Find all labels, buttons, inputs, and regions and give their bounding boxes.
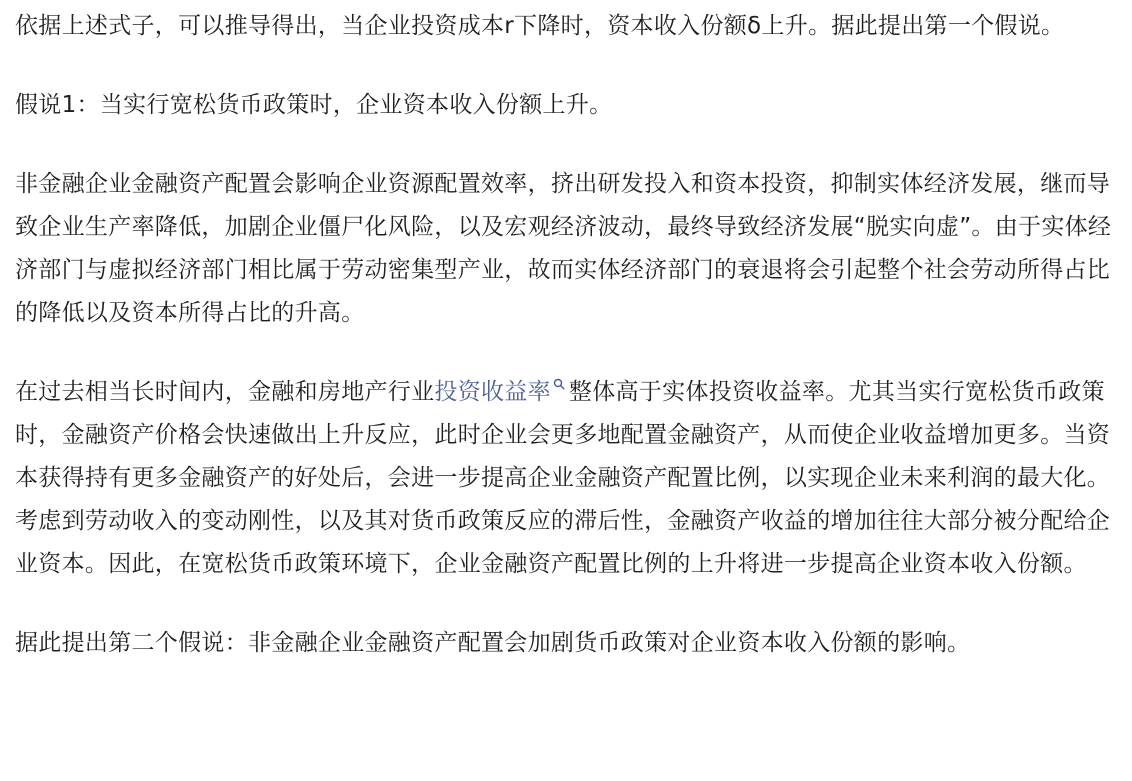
paragraph-hypothesis-2: 据此提出第二个假说：非金融企业金融资产配置会加剧货币政策对企业资本收入份额的影响。	[15, 630, 971, 656]
keyword-link[interactable]: 投资收益率	[434, 379, 551, 405]
paragraph-hypothesis-1: 假说1：当实行宽松货币政策时，企业资本收入份额上升。	[15, 92, 613, 118]
search-icon[interactable]	[553, 378, 565, 390]
paragraph-4-text-before: 在过去相当长时间内，金融和房地产行业	[15, 379, 435, 405]
paragraph-4	[15, 371, 1118, 586]
paragraph-1: 依据上述式子，可以推导得出，当企业投资成本r下降时，资本收入份额δ上升。据此提出第一个假说。	[15, 13, 1065, 39]
paragraph-4-text-after: 整体高于实体投资收益率。尤其当实行宽松货币政策时，金融资产价格会快速做出上升反应，此时企业会更多地配置金融资产，从而使企业收益增加更多。当资本获得持有更多金融资产的好处后，会进一步提高企业金融资产配置比例，以实现企业未来利润的最大化。考虑到劳动收入的变动刚性，以及其对货币政策反应的滞后性，金融资产收益的增加往往大部分被分配给企业资本。因此，在宽松货币政策环境下，企业金融资产配置比例的上升将进一步提高企业资本收入份额。	[15, 379, 1111, 577]
paragraph-3: 非金融企业金融资产配置会影响企业资源配置效率，挤出研发投入和资本投资，抑制实体经济发展，继而导致企业生产率降低，加剧企业僵尸化风险，以及宏观经济波动，最终导致经济发展“脱实向虚”。由于实体经济部门与虚拟经济部门相比属于劳动密集型产业，故而实体经济部门的衰退将会引起整个社会劳动所得占比的降低以及资本所得占比的升高。	[15, 171, 1112, 326]
